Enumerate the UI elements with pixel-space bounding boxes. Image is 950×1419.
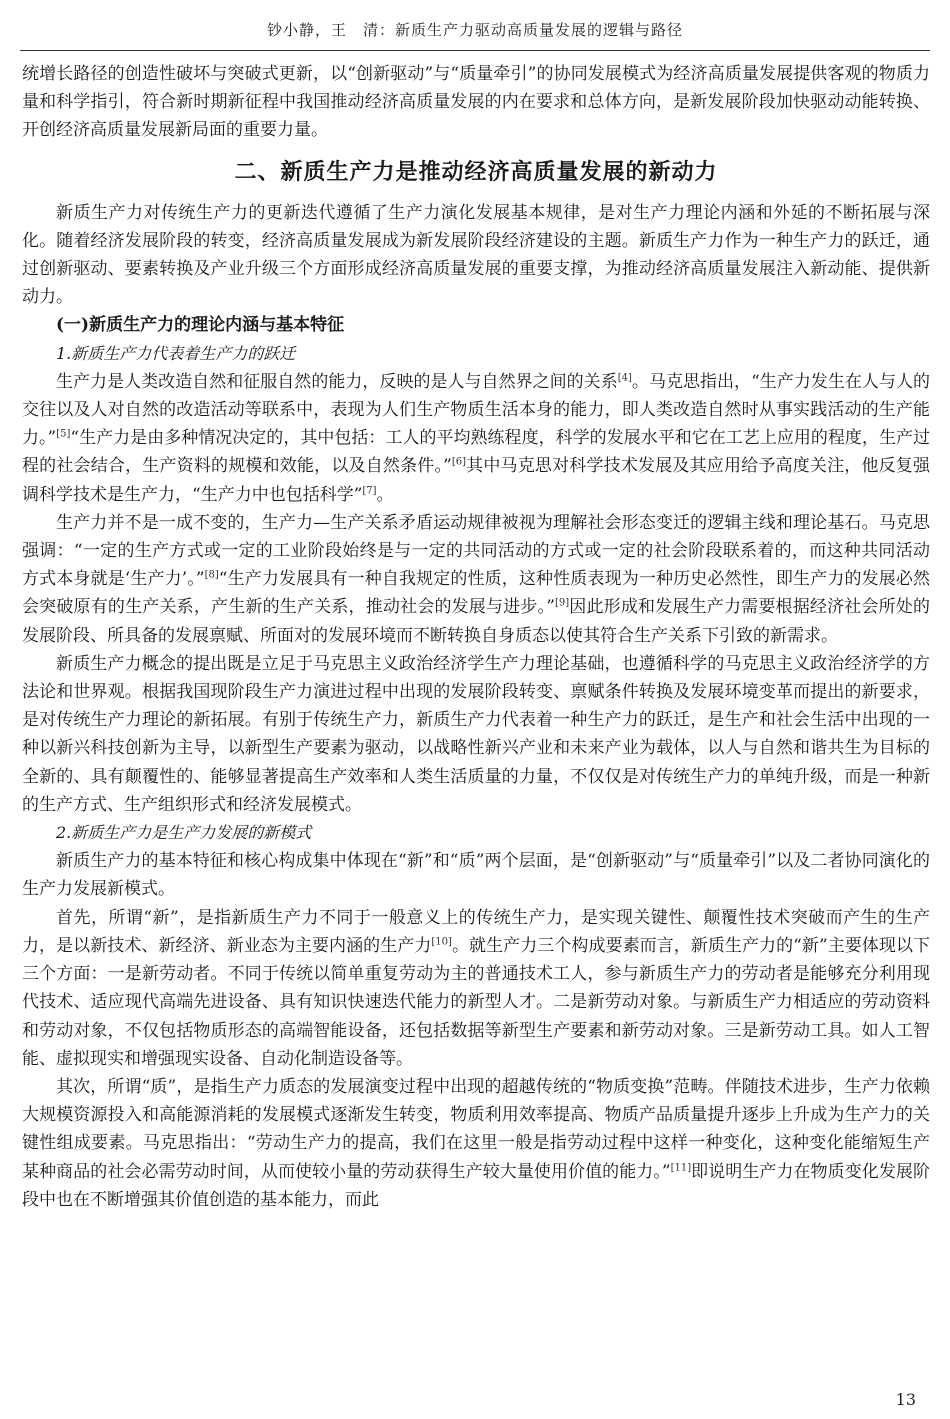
citation-7: [7] — [362, 484, 377, 496]
text-segment: 生产力是人类改造自然和征服自然的能力，反映的是人与自然界之间的关系 — [56, 371, 618, 392]
text-segment: 首先，所谓“新”，是指新质生产力不同于一般意义上的传统生产力，是实现关键性、颠覆性技术突破而产生的生产力，是以新技术、新经济、新业态为主要内涵的生产力 — [22, 907, 930, 956]
citation-9: [9] — [554, 597, 570, 609]
citation-10: [10] — [431, 936, 452, 948]
running-title: 钞小静，王 清：新质生产力驱动高质量发展的逻辑与路径 — [266, 21, 683, 39]
paragraph-productivity-relations — [22, 509, 930, 650]
text-segment: 。 — [376, 484, 394, 505]
text-segment: 因此形成和发展生产力需要根据经济社会所处的发展阶段、所具备的发展禀赋、所面对的发展环境而不断转换自身质态以使其符合生产关系下引致的新需求。 — [22, 597, 930, 646]
article-body — [22, 60, 930, 1214]
citation-4: [4] — [617, 372, 632, 384]
paragraph-productivity-definition — [22, 368, 930, 509]
citation-8: [8] — [204, 569, 219, 581]
subsubsection-title-2: 2.新质生产力是生产力发展的新模式 — [56, 823, 312, 843]
text-segment: 生产力并不是一成不变的，生产力—生产关系矛盾运动规律被视为理解社会形态变迁的逻辑主线和理论基石。马克思强调：“一定的生产方式或一定的工业阶段始终是与一定的共同活动的方式或一定的社会阶段联系着的，而这种共同活动方式本身就是‘生产力’。” — [22, 512, 930, 590]
paragraph-second-quality — [22, 1073, 930, 1214]
text-segment: “生产力发展具有一种自我规定的性质，这种性质表现为一种历史必然性，即生产力的发展必然会突破原有的生产关系，产生新的生产关系，推动社会的发展与进步。” — [22, 569, 930, 618]
section-title: 二、新质生产力是推动经济高质量发展的新动力 — [234, 158, 718, 185]
paragraph-first-new — [22, 904, 930, 1073]
subsection-title: (一)新质生产力的理论内涵与基本特征 — [56, 315, 345, 336]
page-number: 13 — [895, 1390, 916, 1409]
subsubsection-title-1: 1.新质生产力代表着生产力的跃迁 — [56, 343, 296, 363]
text-segment: “生产力是由多种情况决定的，其中包括：工人的平均熟练程度，科学的发展水平和它在工艺上应用的程度，生产过程的社会结合，生产资料的规模和效能，以及自然条件。” — [22, 428, 930, 477]
paragraph-new-and-quality: 新质生产力的基本特征和核心构成集中体现在“新”和“质”两个层面，是“创新驱动”与“质量牵引”以及二者协同演化的生产力发展新模式。 — [22, 851, 930, 900]
text-segment: 即说明生产力在物质变化发展阶段中也在不断增强其价值创造的基本能力，而此 — [22, 1161, 930, 1210]
paragraph-intro: 新质生产力对传统生产力的更新迭代遵循了生产力演化发展基本规律，是对生产力理论内涵和外延的不断拓展与深化。随着经济发展阶段的转变，经济高质量发展成为新发展阶段经济建设的主题。新质生产力作为一种生产力的跃迁，通过创新驱动、要素转换及产业升级三个方面形成经济高质量发展的重要支撑，为推动经济高质量发展注入新动能、提供新动力。 — [22, 202, 930, 308]
citation-11: [11] — [670, 1161, 692, 1173]
text-segment: 其中马克思对科学技术发展及其应用给予高度关注，他反复强调科学技术是生产力，“生产力中也包括科学” — [22, 456, 930, 505]
citation-5: [5] — [56, 428, 71, 440]
text-segment: 。就生产力三个构成要素而言，新质生产力的“新”主要体现以下三个方面：一是新劳动者。不同于传统以简单重复劳动为主的普通技术工人，参与新质生产力的劳动者是能够充分利用现代技术、适应现代高端先进设备、具有知识快速迭代能力的新型人才。二是新劳动对象。与新质生产力相适应的劳动资料和劳动对象，不仅包括物质形态的高端智能设备，还包括数据等新型生产要素和新劳动对象。三是新劳动工具。如人工智能、虚拟现实和增强现实设备、自动化制造设备等。 — [22, 935, 931, 1069]
running-header — [20, 10, 930, 51]
text-segment: 其次，所谓“质”，是指生产力质态的发展演变过程中出现的超越传统的“物质变换”范畴。伴随技术进步，生产力依赖大规模资源投入和高能源消耗的发展模式逐渐发生转变，物质利用效率提高、物质产品质量提升逐步上升成为生产力的关键性组成要素。马克思指出：“劳动生产力的提高，我们在这里一般是指劳动过程中这样一种变化，这种变化能缩短生产某种商品的社会必需劳动时间，从而使较小量的劳动获得生产较大量使用价值的能力。” — [22, 1076, 930, 1182]
text-segment: 。马克思指出，“生产力发生在人与人的交往以及人对自然的改造活动等联系中，表现为人们生产物质生活本身的能力，即人类改造自然时从事实践活动的生产能力。” — [22, 371, 930, 449]
paragraph-continued: 统增长路径的创造性破坏与突破式更新，以“创新驱动”与“质量牵引”的协同发展模式为经济高质量发展提供客观的物质力量和科学指引，符合新时期新征程中我国推动经济高质量发展的内在要求和总体方向，是新发展阶段加快驱动动能转换、开创经济高质量发展新局面的重要力量。 — [22, 64, 930, 141]
citation-6: [6] — [451, 456, 466, 468]
paragraph-new-quality-concept: 新质生产力概念的提出既是立足于马克思主义政治经济学生产力理论基础，也遵循科学的马克思主义政治经济学的方法论和世界观。根据我国现阶段生产力演进过程中出现的发展阶段转变、禀赋条件转换及发展环境变革而提出的新要求，是对传统生产力理论的新拓展。有别于传统生产力，新质生产力代表着一种生产力的跃迁，是生产和社会生活中出现的一种以新兴科技创新为主导，以新型生产要素为驱动，以战略性新兴产业和未来产业为载体，以人与自然和谐共生为目标的全新的、具有颠覆性的、能够显著提高生产效率和人类生活质量的力量，不仅仅是对传统生产力的单纯升级，而是一种新的生产方式、生产组织形式和经济发展模式。 — [22, 653, 930, 815]
